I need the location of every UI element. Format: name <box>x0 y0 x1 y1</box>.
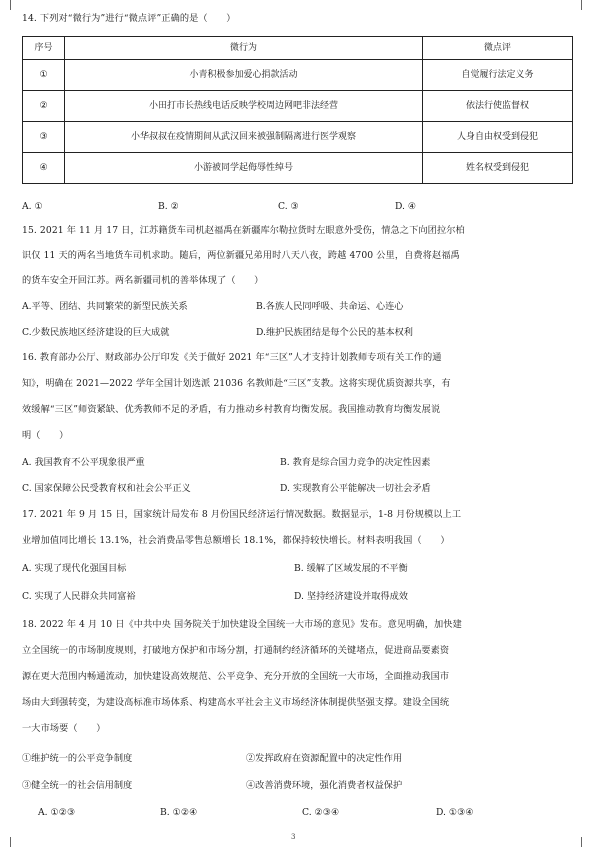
row-behavior: 小青积极参加爱心捐款活动 <box>65 60 423 91</box>
q18-statement-4: ④改善消费环境，强化消费者权益保护 <box>246 780 403 791</box>
q14-option-d: D. ④ <box>395 201 417 212</box>
q18-option-a: A. ①②③ <box>38 807 76 818</box>
q18-option-d: D. ①③④ <box>436 807 474 818</box>
q18-option-c: C. ②③④ <box>302 807 340 818</box>
q18-line-3: 源在更大范围内畅通流动，加快建设高效规范、公平竞争、充分开放的全国统一大市场，全面推动我国市 <box>22 671 450 682</box>
q15-line-3: 的货车安全开回江苏。两名新疆司机的善举体现了（ ） <box>22 275 264 286</box>
header-no: 序号 <box>23 37 65 60</box>
q15-option-d: D.维护民族团结是每个公民的基本权利 <box>256 327 413 338</box>
row-comment: 姓名权受到侵犯 <box>423 153 573 184</box>
q14-option-a: A. ① <box>22 201 43 212</box>
q15-option-a: A.平等、团结、共同繁荣的新型民族关系 <box>22 301 188 312</box>
q18-statement-2: ②发挥政府在资源配置中的决定性作用 <box>246 753 403 764</box>
row-behavior: 小田打市长热线电话反映学校周边网吧非法经营 <box>65 91 423 122</box>
q17-option-c: C. 实现了人民群众共同富裕 <box>22 591 136 602</box>
row-no: ③ <box>23 122 65 153</box>
q18-option-b: B. ①②④ <box>160 807 198 818</box>
row-no: ④ <box>23 153 65 184</box>
q14-option-c: C. ③ <box>278 201 299 212</box>
row-no: ② <box>23 91 65 122</box>
q16-line-4: 明（ ） <box>22 430 69 441</box>
q14-option-b: B. ② <box>158 201 179 212</box>
q18-line-1: 18. 2022 年 4 月 10 日《中共中央 国务院关于加快建设全国统一大市场的意见》发布。意见明确，加快建 <box>22 619 462 630</box>
row-comment: 自觉履行法定义务 <box>423 60 573 91</box>
q16-option-b: B. 教育是综合国力竞争的决定性因素 <box>280 457 431 468</box>
q16-option-d: D. 实现教育公平能解决一切社会矛盾 <box>280 483 431 494</box>
q16-option-a: A. 我国教育不公平现象很严重 <box>22 457 145 468</box>
table-row <box>23 153 573 184</box>
table-row <box>23 122 573 153</box>
row-behavior: 小游被同学起侮辱性绰号 <box>65 153 423 184</box>
q15-option-c: C.少数民族地区经济建设的巨大成就 <box>22 327 170 338</box>
q16-line-1: 16. 教育部办公厅、财政部办公厅印发《关于做好 2021 年“三区”人才支持计划教师专项有关工作的通 <box>22 352 442 363</box>
row-behavior: 小华叔叔在疫情期间从武汉回来被强制隔离进行医学观察 <box>65 122 423 153</box>
header-comment: 微点评 <box>423 37 573 60</box>
q17-option-d: D. 坚持经济建设并取得成效 <box>294 591 408 602</box>
corner-mark-top-right <box>581 0 592 10</box>
q15-option-b: B.各族人民同呼吸、共命运、心连心 <box>256 301 404 312</box>
row-comment: 依法行使监督权 <box>423 91 573 122</box>
table-row <box>23 91 573 122</box>
q17-line-1: 17. 2021 年 9 月 15 日，国家统计局发布 8 月份国民经济运行情况数据。数据显示，1-8 月份规模以上工 <box>22 509 462 520</box>
q16-option-c: C. 国家保障公民受教育权和社会公平正义 <box>22 483 191 494</box>
table-header-row <box>23 37 573 60</box>
q18-line-5: 一大市场要（ ） <box>22 723 106 734</box>
corner-mark-bottom-right <box>581 837 592 847</box>
q16-line-2: 知》，明确在 2021—2022 学年全国计划选派 21036 名教师赴“三区”支教。这将实现优质资源共享，有 <box>22 378 451 389</box>
q15-line-1: 15. 2021 年 11 月 17 日，江苏籍货车司机赵福禹在新疆库尔勒拉货时左眼意外受伤，情急之下向团拉尔柏 <box>22 225 465 236</box>
table-row <box>23 60 573 91</box>
header-behavior: 微行为 <box>65 37 423 60</box>
page-number: 3 <box>291 833 296 841</box>
q16-line-3: 效缓解“三区”师资紧缺、优秀教师不足的矛盾，有力推动乡村教育均衡发展。我国推动教育均衡发展说 <box>22 404 441 415</box>
corner-mark-bottom-left <box>0 837 11 847</box>
q18-line-4: 场由大到强转变，为建设高标准市场体系、构建高水平社会主义市场经济体制提供坚强支撑。建设全国统 <box>22 697 450 708</box>
q18-statement-1: ①维护统一的公平竞争制度 <box>22 753 133 764</box>
q17-option-a: A. 实现了现代化强国目标 <box>22 563 127 574</box>
row-no: ① <box>23 60 65 91</box>
q18-statement-3: ③健全统一的社会信用制度 <box>22 780 133 791</box>
row-comment: 人身自由权受到侵犯 <box>423 122 573 153</box>
q18-line-2: 立全国统一的市场制度规则，打破地方保护和市场分割，打通制约经济循环的关键堵点，促进商品要素资 <box>22 645 450 656</box>
corner-mark-top-left <box>0 0 11 10</box>
q14-stem: 14. 下列对“微行为”进行“微点评”正确的是（ ） <box>22 13 236 24</box>
q17-option-b: B. 缓解了区域发展的不平衡 <box>294 563 408 574</box>
q15-line-2: 识仅 11 天的两名当地货车司机求助。随后，两位新疆兄弟用时八天八夜，跨越 4700 公里，自费将赵福禹 <box>22 250 460 261</box>
q14-table <box>22 36 573 184</box>
q17-line-2: 业增加值同比增长 13.1%，社会消费品零售总额增长 18.1%，都保持较快增长。材料表明我国（ ） <box>22 535 450 546</box>
